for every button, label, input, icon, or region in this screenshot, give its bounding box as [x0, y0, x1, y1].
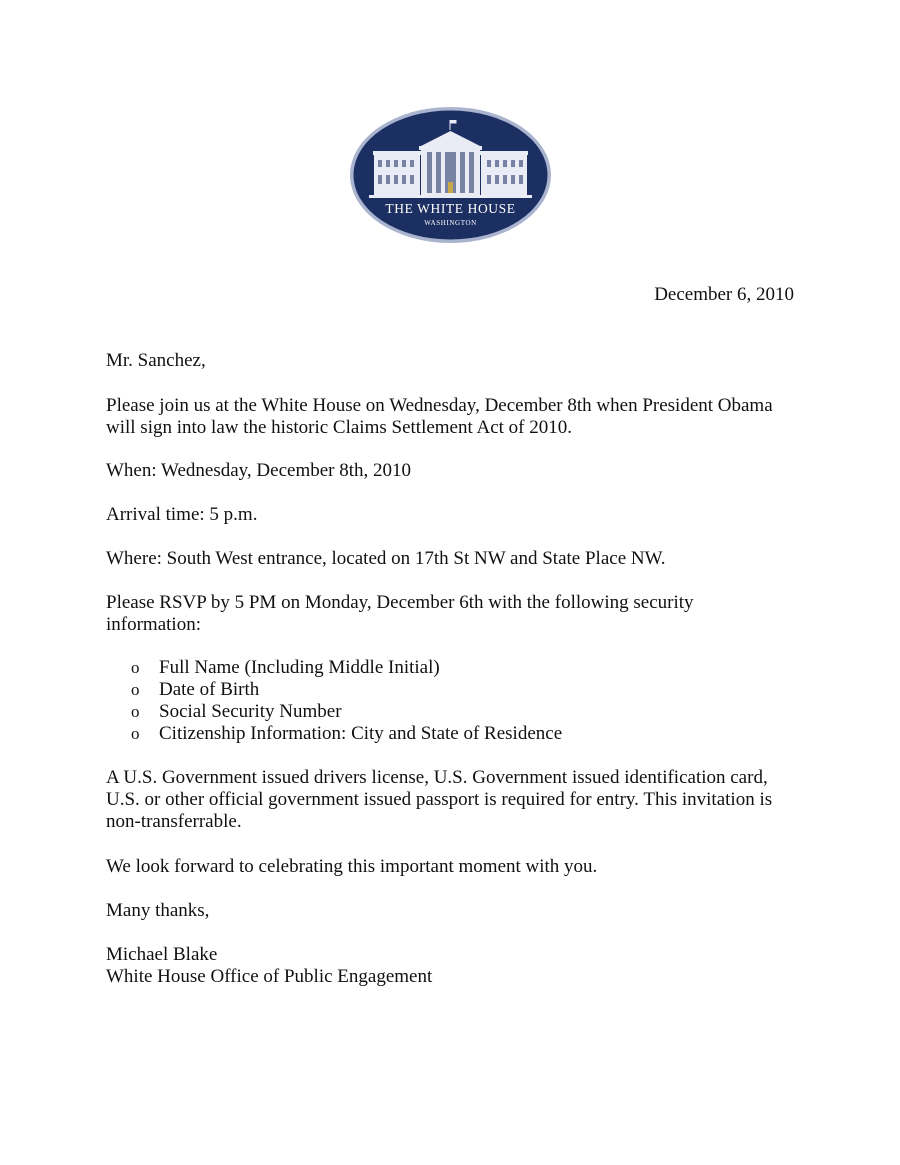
circle-bullet-icon: o [131, 658, 140, 677]
id-notice-paragraph [106, 767, 806, 833]
list-item [131, 657, 562, 679]
list-item-label: Citizenship Information: City and State of Residence [159, 723, 563, 744]
white-house-seal [349, 106, 552, 244]
intro-line: Please join us at the White House on Wednesday, December 8th when President Obama [106, 395, 773, 416]
list-item-label: Full Name (Including Middle Initial) [159, 657, 440, 678]
list-item-label: Date of Birth [159, 679, 260, 700]
rsvp-line: Please RSVP by 5 PM on Monday, December 6th with the following security [106, 592, 694, 613]
circle-bullet-icon: o [131, 724, 140, 743]
letter-date: December 6, 2010 [654, 284, 794, 305]
list-item [131, 679, 562, 701]
seal-subtitle: WASHINGTON [424, 219, 477, 227]
rsvp-paragraph [106, 592, 806, 636]
id-notice-line: U.S. or other official government issued passport is required for entry. This invitation is [106, 789, 773, 810]
rsvp-line: information: [106, 614, 201, 635]
signoff: Many thanks, [106, 900, 210, 921]
security-requirements-list [131, 657, 562, 745]
list-item [131, 701, 562, 723]
signer-name: Michael Blake [106, 944, 218, 965]
closing-line: We look forward to celebrating this important moment with you. [106, 856, 598, 877]
intro-line: will sign into law the historic Claims Settlement Act of 2010. [106, 417, 572, 438]
intro-paragraph [106, 395, 806, 439]
signature-block [106, 944, 806, 988]
list-item [131, 723, 562, 745]
id-notice-line: non-transferrable. [106, 811, 242, 832]
event-when: When: Wednesday, December 8th, 2010 [106, 460, 412, 481]
event-where: Where: South West entrance, located on 17th St NW and State Place NW. [106, 548, 666, 569]
circle-bullet-icon: o [131, 702, 140, 721]
salutation: Mr. Sanchez, [106, 350, 206, 371]
list-item-label: Social Security Number [159, 701, 342, 722]
event-arrival-time: Arrival time: 5 p.m. [106, 504, 258, 525]
seal-title: THE WHITE HOUSE [385, 201, 516, 216]
signer-office: White House Office of Public Engagement [106, 966, 433, 987]
circle-bullet-icon: o [131, 680, 140, 699]
id-notice-line: A U.S. Government issued drivers license, U.S. Government issued identification card, [106, 767, 768, 788]
